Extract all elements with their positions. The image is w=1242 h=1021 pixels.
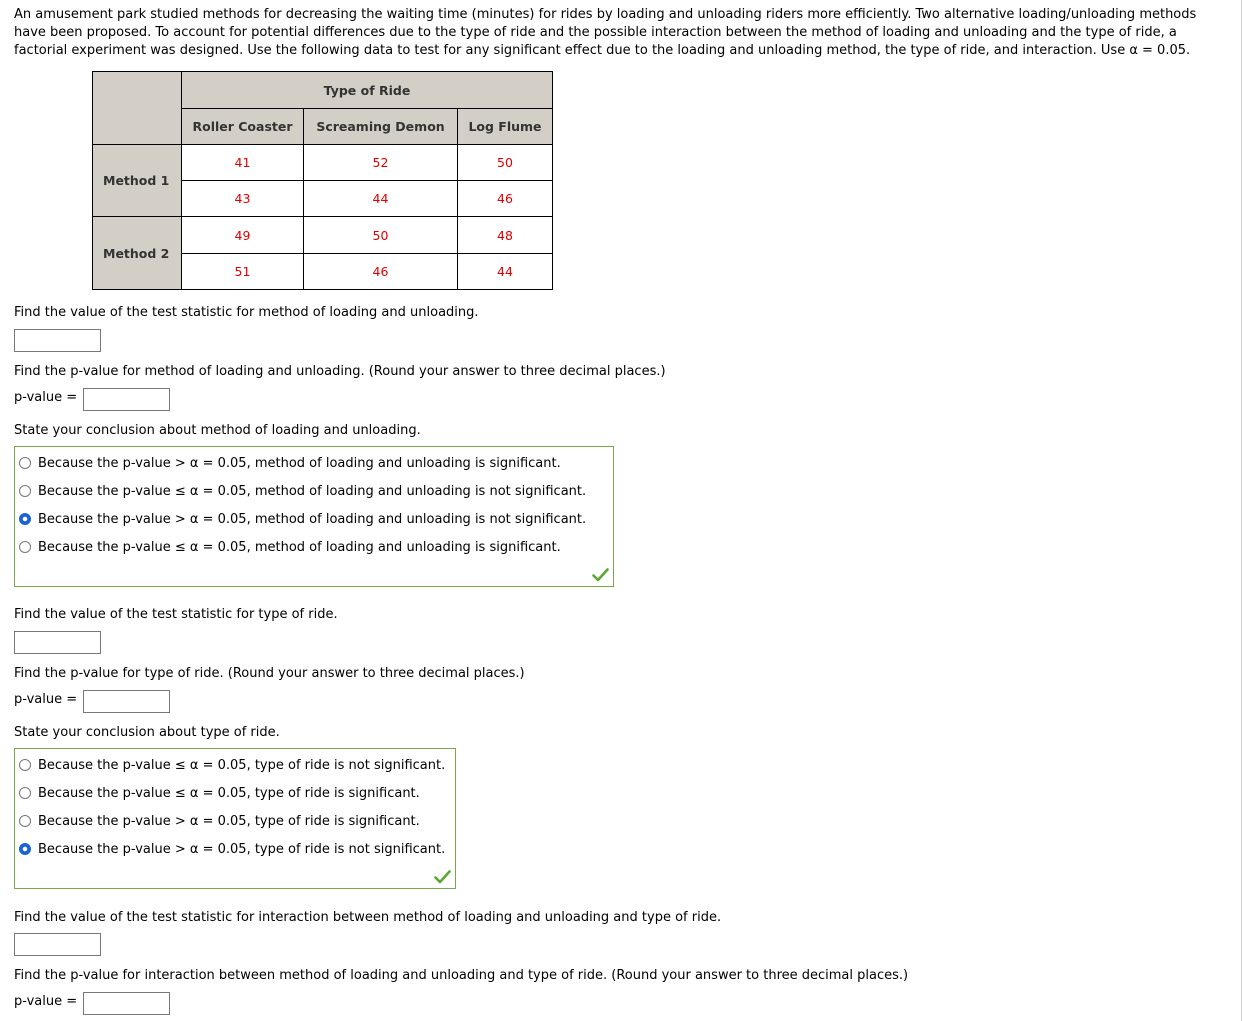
ride-pvalue-label: p-value = <box>14 692 78 707</box>
ride-stat-question: Find the value of the test statistic for type of ride. <box>14 607 338 622</box>
table-header-type-of-ride: Type of Ride <box>182 72 553 109</box>
interaction-pvalue-question: Find the p-value for interaction between method of loading and unloading and type of ride. (Round your answer to three decimal places.) <box>14 968 909 983</box>
ride-option-1[interactable] <box>19 757 445 773</box>
method-pvalue-label: p-value = <box>14 390 78 405</box>
interaction-pvalue-input[interactable] <box>83 992 170 1015</box>
interaction-stat-input[interactable] <box>14 933 101 956</box>
method-option-4[interactable] <box>19 539 561 555</box>
correct-check-icon <box>592 568 609 582</box>
interaction-stat-question: Find the value of the test statistic for interaction between method of loading and unloading and type of ride. <box>14 910 722 925</box>
radio-button[interactable] <box>19 759 31 771</box>
table-cell: 50 <box>458 145 553 181</box>
option-text: Because the p-value ≤ α = 0.05, type of ride is significant. <box>38 785 420 801</box>
radio-button[interactable] <box>19 485 31 497</box>
method-pvalue-input[interactable] <box>83 388 170 411</box>
method-option-1[interactable] <box>19 455 561 471</box>
col-screaming-demon: Screaming Demon <box>304 109 458 145</box>
table-cell: 49 <box>182 217 304 254</box>
radio-button[interactable] <box>19 541 31 553</box>
table-cell: 51 <box>182 254 304 290</box>
option-text: Because the p-value > α = 0.05, method of loading and unloading is significant. <box>38 455 561 471</box>
ride-conclusion-question: State your conclusion about type of ride. <box>14 725 280 740</box>
option-text: Because the p-value > α = 0.05, type of ride is not significant. <box>38 841 446 857</box>
correct-check-icon <box>434 870 451 884</box>
ride-option-3[interactable] <box>19 813 420 829</box>
method-stat-question: Find the value of the test statistic for method of loading and unloading. <box>14 305 479 320</box>
table-cell: 44 <box>458 254 553 290</box>
col-roller-coaster: Roller Coaster <box>182 109 304 145</box>
table-cell: 48 <box>458 217 553 254</box>
ride-pvalue-input[interactable] <box>83 690 170 713</box>
method-conclusion-question: State your conclusion about method of loading and unloading. <box>14 423 421 438</box>
ride-pvalue-question: Find the p-value for type of ride. (Round your answer to three decimal places.) <box>14 666 525 681</box>
option-text: Because the p-value > α = 0.05, type of ride is significant. <box>38 813 420 829</box>
row-label-method-1: Method 1 <box>93 145 182 217</box>
method-option-3[interactable] <box>19 511 586 527</box>
option-text: Because the p-value ≤ α = 0.05, method of loading and unloading is not significant. <box>38 483 587 499</box>
method-stat-input[interactable] <box>14 329 101 352</box>
table-cell: 52 <box>304 145 458 181</box>
method-pvalue-question: Find the p-value for method of loading and unloading. (Round your answer to three decimal places.) <box>14 364 666 379</box>
radio-button-selected[interactable] <box>19 513 31 525</box>
table-cell: 41 <box>182 145 304 181</box>
col-log-flume: Log Flume <box>458 109 553 145</box>
table-cell: 44 <box>304 181 458 217</box>
table-corner <box>93 72 182 145</box>
table-cell: 46 <box>458 181 553 217</box>
radio-button[interactable] <box>19 815 31 827</box>
radio-button-selected[interactable] <box>19 843 31 855</box>
ride-option-2[interactable] <box>19 785 420 801</box>
table-cell: 46 <box>304 254 458 290</box>
problem-intro: An amusement park studied methods for decreasing the waiting time (minutes) for rides by loading and unloading riders more efficiently. Two alternative loading/unloading methods have been proposed. To account for potential differences due to the type of ride and the possible interaction between the method of loading and unloading and the type of ride, a factorial experiment was designed. Use the following data to test for any significant effect due to the loading and unloading method, the type of ride, and interaction. Use α = 0.05. <box>14 7 1197 58</box>
method-conclusion-choices <box>14 446 614 587</box>
row-label-method-2: Method 2 <box>93 217 182 290</box>
interaction-pvalue-label: p-value = <box>14 994 78 1009</box>
table-cell: 43 <box>182 181 304 217</box>
radio-button[interactable] <box>19 457 31 469</box>
option-text: Because the p-value > α = 0.05, method of loading and unloading is not significant. <box>38 511 587 527</box>
ride-conclusion-choices <box>14 748 456 889</box>
table-cell: 50 <box>304 217 458 254</box>
radio-button[interactable] <box>19 787 31 799</box>
option-text: Because the p-value ≤ α = 0.05, method of loading and unloading is significant. <box>38 539 561 555</box>
ride-option-4[interactable] <box>19 841 445 857</box>
option-text: Because the p-value ≤ α = 0.05, type of ride is not significant. <box>38 757 446 773</box>
method-option-2[interactable] <box>19 483 586 499</box>
ride-stat-input[interactable] <box>14 631 101 654</box>
data-table <box>92 71 553 290</box>
